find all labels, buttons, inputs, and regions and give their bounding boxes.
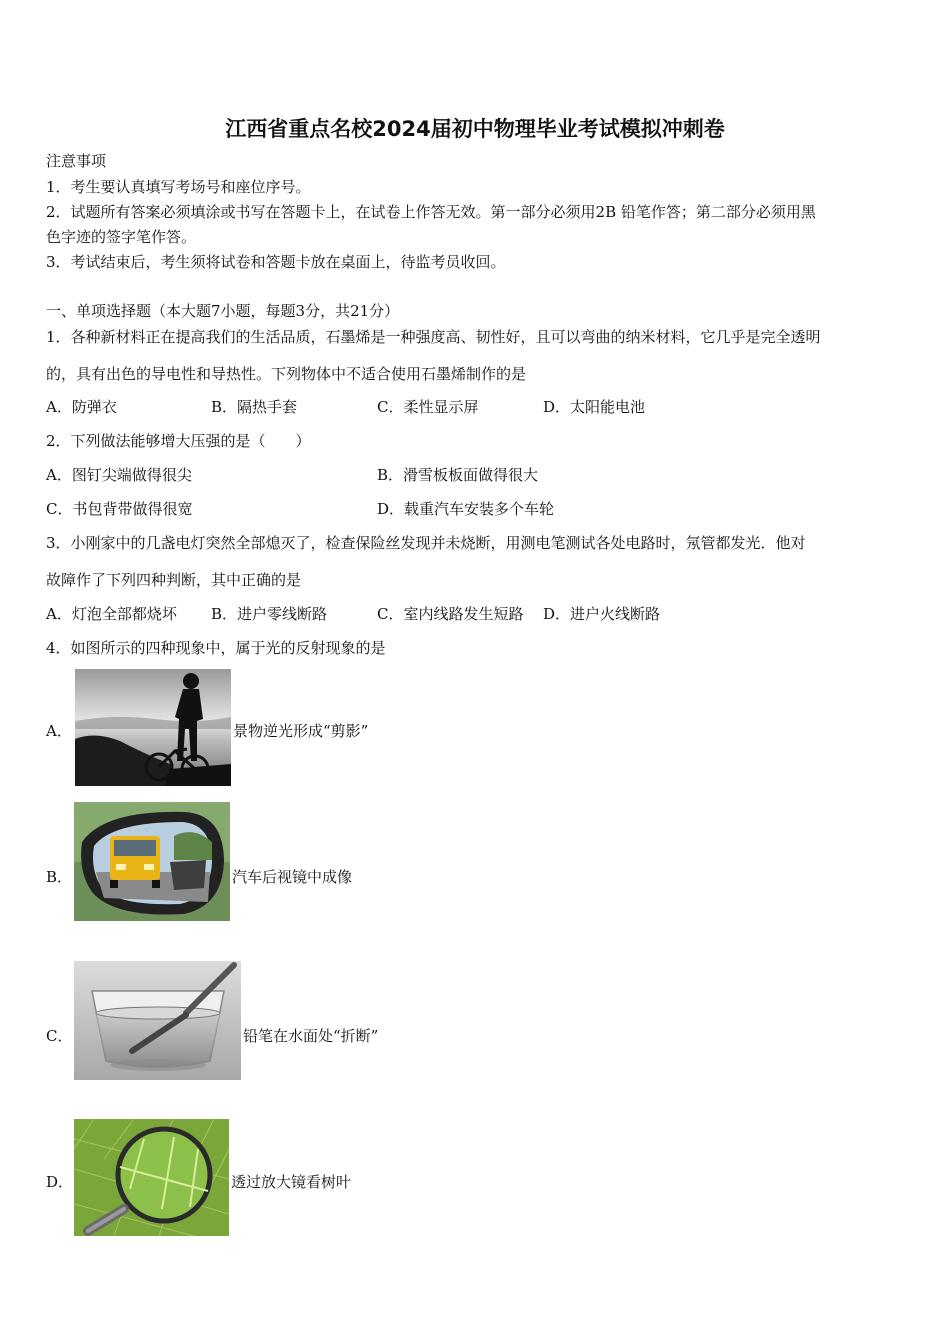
question-3-option-d: D．进户火线断路 [543,605,661,623]
page-title: 江西省重点名校2024届初中物理毕业考试模拟冲刺卷 [225,117,725,141]
question-1-option-b: B．隔热手套 [211,398,298,416]
question-2-option-c: C．书包背带做得很宽 [46,500,193,518]
note-item-3: 3．考试结束后，考生须将试卷和答题卡放在桌面上，待监考员收回。 [46,253,506,271]
question-4-stem: 4．如图所示的四种现象中，属于光的反射现象的是 [46,639,386,657]
question-2-stem: 2．下列做法能够增大压强的是（ ） [46,432,311,450]
question-4-option-b-letter: B． [46,868,73,886]
silhouette-photo [75,669,231,786]
magnifier-leaf-photo [74,1119,229,1236]
question-4-option-c-caption: 铅笔在水面处“折断” [243,1027,379,1045]
question-3-line-1: 3．小刚家中的几盏电灯突然全部熄灭了，检查保险丝发现并未烧断，用测电笔测试各处电路时，氖管都发光．他对 [46,534,806,552]
question-4-option-d-caption: 透过放大镜看树叶 [231,1173,352,1191]
question-3-option-b: B．进户零线断路 [211,605,328,623]
question-4-option-b-caption: 汽车后视镜中成像 [232,868,353,886]
question-2-option-d: D．载重汽车安装多个车轮 [377,500,555,518]
notes-heading: 注意事项 [46,152,107,170]
question-3-line-2: 故障作了下列四种判断，其中正确的是 [46,571,302,589]
question-1-option-d: D．太阳能电池 [543,398,646,416]
pencil-in-water-photo [74,961,241,1080]
question-1-option-a: A．防弹衣 [46,398,117,416]
question-4-option-c-letter: C． [46,1027,73,1045]
section-heading: 一、单项选择题（本大题7小题，每题3分，共21分） [46,302,400,320]
question-2-option-a: A．图钉尖端做得很尖 [46,466,192,484]
question-2-option-b: B．滑雪板板面做得很大 [377,466,539,484]
note-item-2: 2．试题所有答案必须填涂或书写在答题卡上，在试卷上作答无效。第一部分必须用2B 铅笔作答；第二部分必须用黑 [46,203,816,221]
question-3-option-c: C．室内线路发生短路 [377,605,524,623]
question-4-option-d-letter: D． [46,1173,74,1191]
question-1-line-2: 的，具有出色的导电性和导热性。下列物体中不适合使用石墨烯制作的是 [46,365,527,383]
question-1-line-1: 1．各种新材料正在提高我们的生活品质，石墨烯是一种强度高、韧性好，且可以弯曲的纳米材料，它几乎是完全透明 [46,328,821,346]
question-4-option-a-letter: A． [46,722,72,740]
car-mirror-photo [74,802,230,921]
question-3-option-a: A．灯泡全部都烧坏 [46,605,177,623]
question-1-option-c: C．柔性显示屏 [377,398,479,416]
note-item-1: 1．考生要认真填写考场号和座位序号。 [46,178,311,196]
note-item-2-cont: 色字迹的签字笔作答。 [46,228,197,246]
question-4-option-a-caption: 景物逆光形成“剪影” [233,722,369,740]
